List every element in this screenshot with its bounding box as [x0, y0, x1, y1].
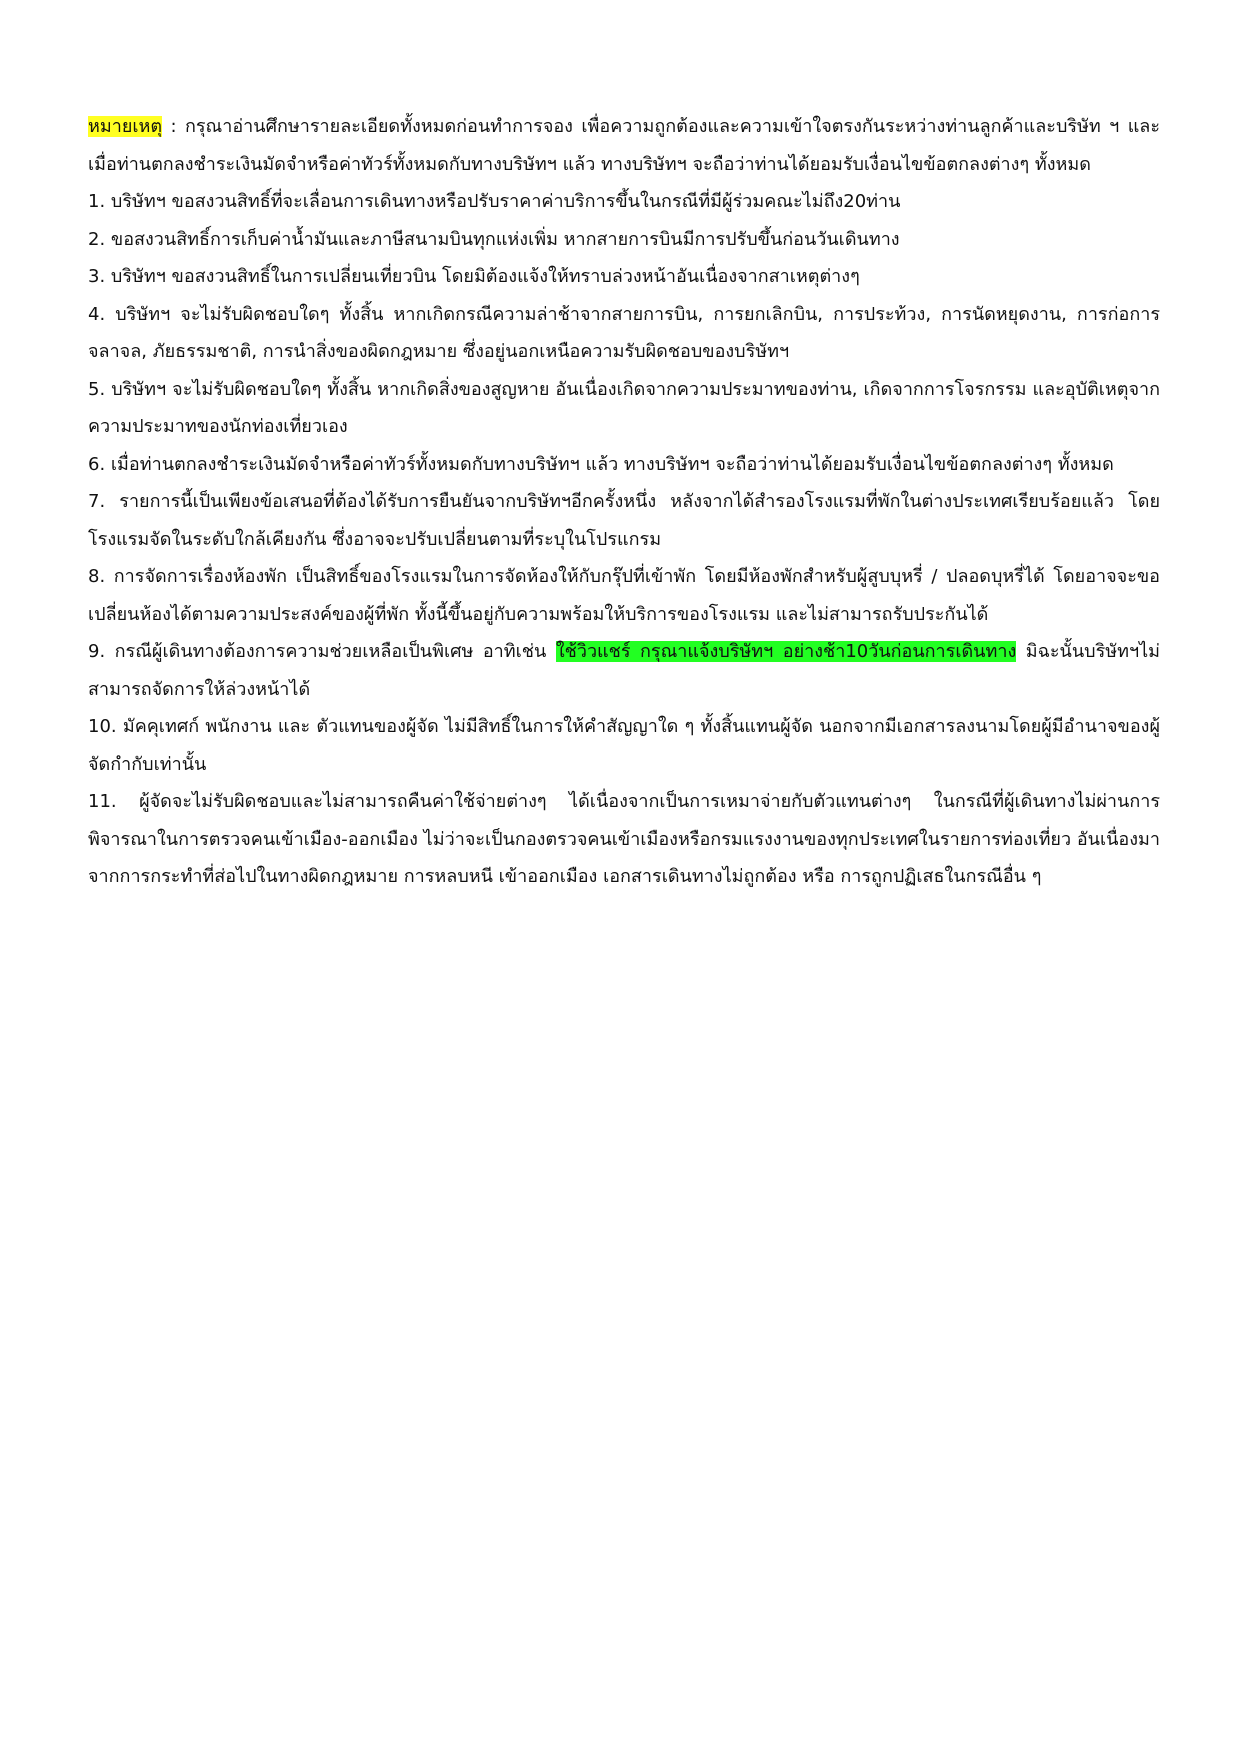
- term-item-6: 6. เมื่อท่านตกลงชำระเงินมัดจำหรือค่าทัวร์ทั้งหมดกับทางบริษัทฯ แล้ว ทางบริษัทฯ จะถือว่าท่านได้ยอมรับเงื่อนไขข้อตกลงต่างๆ ทั้งหมด: [88, 453, 1114, 475]
- term-item-8: 8. การจัดการเรื่องห้องพัก เป็นสิทธิ์ของโรงแรมในการจัดห้องให้กับกรุ๊ปที่เข้าพัก โดยมีห้องพักสำหรับผู้สูบบุหรี่ / ปลอดบุหรี่ได้ โดยอาจจะขอเปลี่ยนห้องได้ตามความประสงค์ของผู้ที่พัก ทั้งนี้ขึ้นอยู่กับความพร้อมให้บริการของโรงแรม และไม่สามารถรับประกันได้: [88, 566, 1160, 625]
- terms-document: [88, 108, 1160, 896]
- term-item-10: 10. มัคคุเทศก์ พนักงาน และ ตัวแทนของผู้จัด ไม่มีสิทธิ์ในการให้คำสัญญาใด ๆ ทั้งสิ้นแทนผู้จัด นอกจากมีเอกสารลงนามโดยผู้มีอำนาจของผู้จัดกำกับเท่านั้น: [88, 716, 1160, 775]
- term-item-5: 5. บริษัทฯ จะไม่รับผิดชอบใดๆ ทั้งสิ้น หากเกิดสิ่งของสูญหาย อันเนื่องเกิดจากความประมาทของท่าน, เกิดจากการโจรกรรม และอุบัติเหตุจากความประมาทของนักท่องเที่ยวเอง: [88, 378, 1160, 437]
- term-item-7: 7. รายการนี้เป็นเพียงข้อเสนอที่ต้องได้รับการยืนยันจากบริษัทฯอีกครั้งหนึ่ง หลังจากได้สำรองโรงแรมที่พักในต่างประเทศเรียบร้อยแล้ว โดยโรงแรมจัดในระดับใกล้เคียงกัน ซึ่งอาจจะปรับเปลี่ยนตามที่ระบุในโปรแกรม: [88, 491, 1160, 550]
- term-item-9: [88, 633, 1160, 708]
- note-label: หมายเหตุ: [88, 116, 163, 137]
- note-paragraph: [88, 108, 1160, 183]
- term-item-9-after: มิฉะนั้นบริษัทฯไม่สามารถจัดการให้ล่วงหน้าได้: [88, 641, 1160, 700]
- note-text: : กรุณาอ่านศึกษารายละเอียดทั้งหมดก่อนทำการจอง เพื่อความถูกต้องและความเข้าใจตรงกันระหว่างท่านลูกค้าและบริษัท ฯ และเมื่อท่านตกลงชำระเงินมัดจำหรือค่าทัวร์ทั้งหมดกับทางบริษัทฯ แล้ว ทางบริษัทฯ จะถือว่าท่านได้ยอมรับเงื่อนไขข้อตกลงต่างๆ ทั้งหมด: [88, 116, 1160, 175]
- term-item-9-highlight: ใช้วิวแชร์ กรุณาแจ้งบริษัทฯ อย่างช้า10วันก่อนการเดินทาง: [555, 641, 1017, 662]
- term-item-2: 2. ขอสงวนสิทธิ์การเก็บค่าน้ำมันและภาษีสนามบินทุกแห่งเพิ่ม หากสายการบินมีการปรับขึ้นก่อนวันเดินทาง: [88, 228, 900, 250]
- term-item-9-before: 9. กรณีผู้เดินทางต้องการความช่วยเหลือเป็นพิเศษ อาทิเช่น: [88, 641, 556, 662]
- term-item-1: 1. บริษัทฯ ขอสงวนสิทธิ์ที่จะเลื่อนการเดินทางหรือปรับราคาค่าบริการขึ้นในกรณีที่มีผู้ร่วมคณะไม่ถึง20ท่าน: [88, 191, 901, 212]
- term-item-4: 4. บริษัทฯ จะไม่รับผิดชอบใดๆ ทั้งสิ้น หากเกิดกรณีความล่าช้าจากสายการบิน, การยกเลิกบิน, การประท้วง, การนัดหยุดงาน, การก่อการจลาจล, ภัยธรรมชาติ, การนำสิ่งของผิดกฎหมาย ซึ่งอยู่นอกเหนือความรับผิดชอบของบริษัทฯ: [88, 303, 1160, 362]
- term-item-3: 3. บริษัทฯ ขอสงวนสิทธิ์ในการเปลี่ยนเที่ยวบิน โดยมิต้องแจ้งให้ทราบล่วงหน้าอันเนื่องจากสาเหตุต่างๆ: [88, 266, 860, 287]
- term-item-11: 11. ผู้จัดจะไม่รับผิดชอบและไม่สามารถคืนค่าใช้จ่ายต่างๆ ได้เนื่องจากเป็นการเหมาจ่ายกับตัวแทนต่างๆ ในกรณีที่ผู้เดินทางไม่ผ่านการพิจารณาในการตรวจคนเข้าเมือง-ออกเมือง ไม่ว่าจะเป็นกองตรวจคนเข้าเมืองหรือกรมแรงงานของทุกประเทศในรายการท่องเที่ยว อันเนื่องมาจากการกระทำที่ส่อไปในทางผิดกฎหมาย การหลบหนี เข้าออกเมือง เอกสารเดินทางไม่ถูกต้อง หรือ การถูกปฏิเสธในกรณีอื่น ๆ: [88, 791, 1160, 887]
